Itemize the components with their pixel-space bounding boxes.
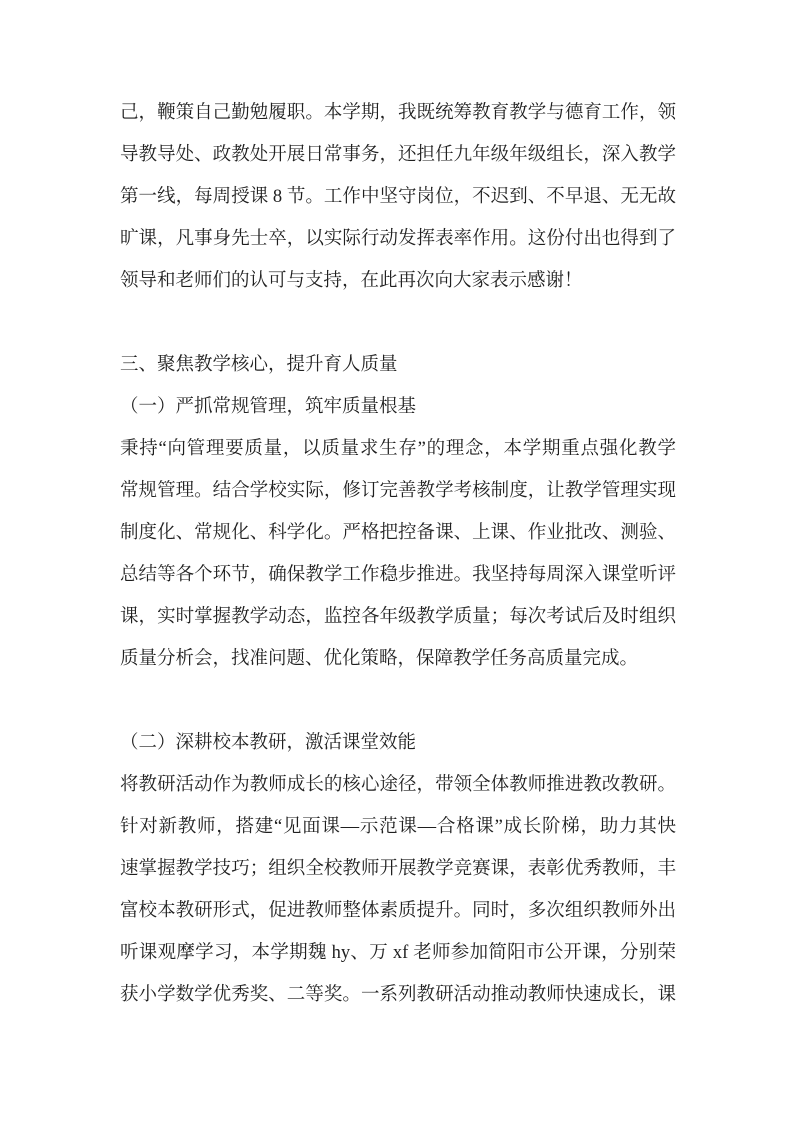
paragraph-3-line: 将教研活动作为教师成长的核心途径，带领全体教师推进教改教研。 [120,775,676,795]
subsection-heading-1: （一）严抓常规管理，筑牢质量根基 [120,397,417,417]
paragraph-1-line: 己，鞭策自己勤勉履职。本学期，我既统筹教育教学与德育工作，领 [120,103,676,123]
blank-line [120,302,676,344]
paragraph-1-line: 旷课，凡事身先士卒，以实际行动发挥表率作用。这份付出也得到了 [120,229,676,249]
paragraph-2-line: 常规管理。结合学校实际，修订完善教学考核制度，让教学管理实现 [120,481,676,501]
paragraph-3-line: 富校本教研形式，促进教师整体素质提升。同时，多次组织教师外出 [120,901,676,921]
paragraph-3-line: 针对新教师，搭建“见面课—示范课—合格课”成长阶梯，助力其快 [120,817,676,837]
section-heading: 三、聚焦教学核心，提升育人质量 [120,355,398,375]
paragraph-3-line: 听课观摩学习，本学期魏 hy、万 xf 老师参加简阳市公开课，分别荣 [120,943,676,963]
paragraph-2-line: 总结等各个环节，确保教学工作稳步推进。我坚持每周深入课堂听评 [120,565,676,585]
paragraph-3-line: 获小学数学优秀奖、二等奖。一系列教研活动推动教师快速成长，课 [120,985,676,1005]
paragraph-1-line: 第一线，每周授课 8 节。工作中坚守岗位，不迟到、不早退、无无故 [120,187,676,207]
paragraph-2-line: 秉持“向管理要质量，以质量求生存”的理念，本学期重点强化教学 [120,439,676,459]
blank-line [120,680,676,722]
paragraph-1-line: 导教导处、政教处开展日常事务，还担任九年级年级组长，深入教学 [120,145,676,165]
paragraph-2-line: 课，实时掌握教学动态，监控各年级教学质量；每次考试后及时组织 [120,607,676,627]
paragraph-1-last-line: 领导和老师们的认可与支持，在此再次向大家表示感谢！ [120,271,583,291]
paragraph-2-line: 制度化、常规化、科学化。严格把控备课、上课、作业批改、测验、 [120,523,676,543]
paragraph-2-last-line: 质量分析会，找准问题、优化策略，保障教学任务高质量完成。 [120,649,639,669]
subsection-heading-2: （二）深耕校本教研，激活课堂效能 [120,733,417,753]
paragraph-3-line: 速掌握教学技巧；组织全校教师开展教学竞赛课，表彰优秀教师，丰 [120,859,676,879]
